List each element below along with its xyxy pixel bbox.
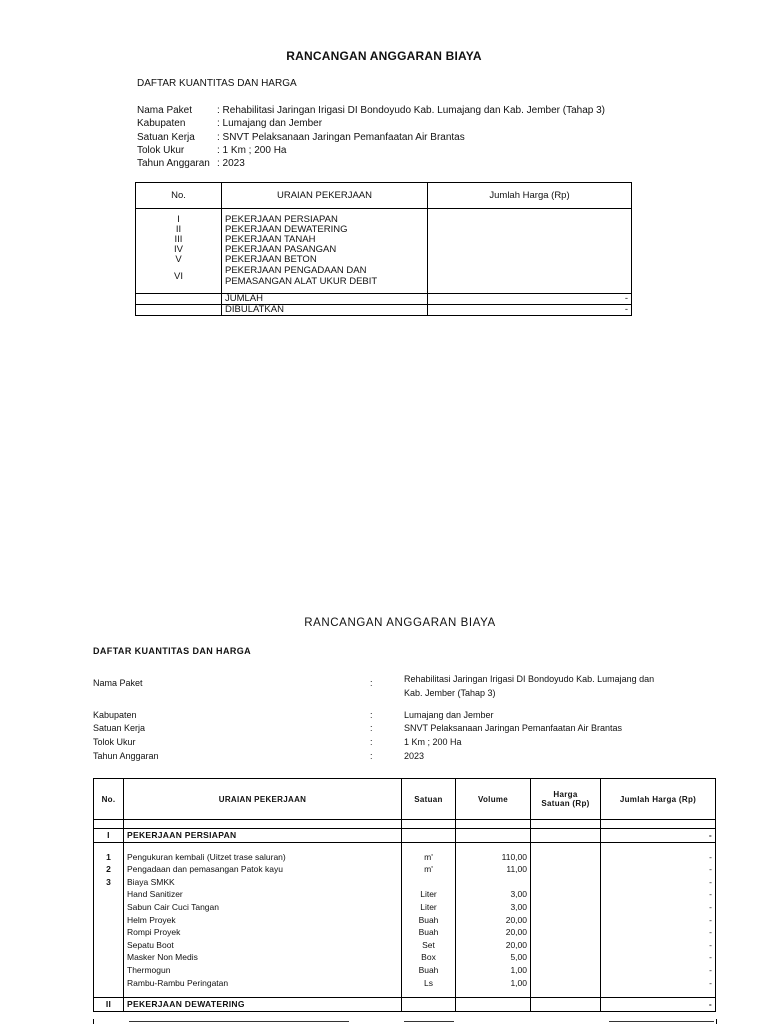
table-row: Thermogun Buah 1,00 - bbox=[94, 964, 716, 977]
section-row-persiapan: I PEKERJAAN PERSIAPAN - bbox=[94, 829, 716, 843]
jumlah-value: - bbox=[428, 294, 632, 305]
summary-table bbox=[135, 182, 632, 316]
dibulatkan-label: DIBULATKAN bbox=[222, 305, 428, 316]
dibulatkan-row bbox=[136, 305, 632, 316]
info-row-satuan-kerja: Satuan Kerja : SNVT Pelaksanaan Jaringan Pemanfaatan Air Brantas bbox=[137, 131, 465, 143]
header-jumlah: Jumlah Harga (Rp) bbox=[428, 183, 632, 209]
header-harga-satuan: Harga Satuan (Rp) bbox=[531, 779, 601, 820]
header-uraian: URAIAN PEKERJAAN bbox=[222, 183, 428, 209]
table-row: 1 Pengukuran kembali (Uitzet trase saluran) m' 110,00 - bbox=[94, 851, 716, 864]
summary-subtitle: DAFTAR KUANTITAS DAN HARGA bbox=[137, 78, 297, 89]
table-row: Sabun Cair Cuci Tangan Liter 3,00 - bbox=[94, 901, 716, 914]
jumlah-label: JUMLAH bbox=[222, 294, 428, 305]
header-no: No. bbox=[94, 779, 124, 820]
info-row-tahun-anggaran: Tahun Anggaran : 2023 bbox=[137, 158, 245, 170]
table-row: Masker Non Medis Box 5,00 - bbox=[94, 951, 716, 964]
table-row: VI PEKERJAAN PENGADAAN DAN PEMASANGAN ALAT UKUR DEBIT bbox=[136, 265, 632, 287]
table-row: Sepatu Boot Set 20,00 - bbox=[94, 939, 716, 952]
table-spacer bbox=[94, 989, 716, 998]
table-row: Helm Proyek Buah 20,00 - bbox=[94, 914, 716, 927]
header-volume: Volume bbox=[456, 779, 531, 820]
detail-table-header bbox=[94, 779, 716, 820]
info-row-tolok-ukur: Tolok Ukur : 1 Km ; 200 Ha bbox=[137, 144, 287, 156]
summary-table-header bbox=[136, 183, 632, 209]
detail-title: RANCANGAN ANGGARAN BIAYA bbox=[304, 617, 496, 629]
table-row: Hand Sanitizer Liter 3,00 - bbox=[94, 888, 716, 901]
table-spacer bbox=[94, 820, 716, 829]
summary-info-block bbox=[137, 104, 605, 170]
jumlah-row bbox=[136, 294, 632, 305]
table-spacer bbox=[94, 842, 716, 851]
table-row: 3 Biaya SMKK - bbox=[94, 876, 716, 889]
summary-title: RANCANGAN ANGGARAN BIAYA bbox=[286, 49, 482, 63]
header-jumlah: Jumlah Harga (Rp) bbox=[601, 779, 716, 820]
detail-subtitle: DAFTAR KUANTITAS DAN HARGA bbox=[93, 646, 252, 656]
header-satuan: Satuan bbox=[402, 779, 456, 820]
table-row: Rambu-Rambu Peringatan Ls 1,00 - bbox=[94, 977, 716, 990]
table-row: Rompi Proyek Buah 20,00 - bbox=[94, 926, 716, 939]
header-no: No. bbox=[136, 183, 222, 209]
table-row: 2 Pengadaan dan pemasangan Patok kayu m' 11,00 - bbox=[94, 863, 716, 876]
table-row: II PEKERJAAN DEWATERING bbox=[136, 225, 632, 235]
info-row-kabupaten: Kabupaten : Lumajang dan Jember bbox=[137, 118, 323, 130]
section-row-dewatering: II PEKERJAAN DEWATERING - bbox=[94, 998, 716, 1012]
table-row: V PEKERJAAN BETON bbox=[136, 255, 632, 265]
table-continuation-edge bbox=[93, 1019, 717, 1024]
info-row-nama-paket: Nama Paket : Rehabilitasi Jaringan Irigasi DI Bondoyudo Kab. Lumajang dan Kab. Jember (Tahap 3) bbox=[137, 105, 606, 116]
header-uraian: URAIAN PEKERJAAN bbox=[124, 779, 402, 820]
dibulatkan-value: - bbox=[428, 305, 632, 316]
table-row: IV PEKERJAAN PASANGAN bbox=[136, 245, 632, 255]
table-row: I PEKERJAAN PERSIAPAN bbox=[136, 215, 632, 225]
table-row: III PEKERJAAN TANAH bbox=[136, 235, 632, 245]
detail-table bbox=[93, 778, 716, 1012]
